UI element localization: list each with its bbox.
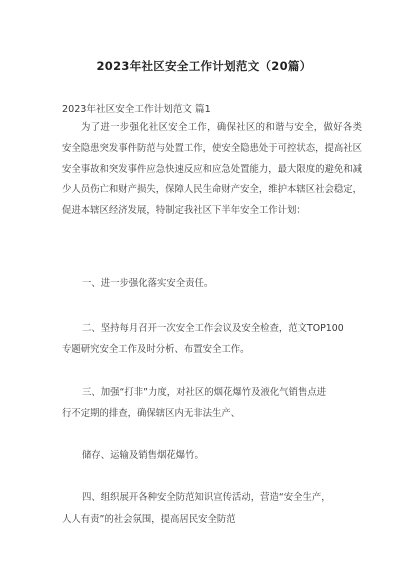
section-subtitle: 2023年社区安全工作计划范文 篇1 bbox=[62, 104, 211, 115]
document-title: 2023年社区安全工作计划范文（20篇） bbox=[96, 59, 312, 73]
item-2-line-2: 专题研究安全工作及时分析、布置安全工作。 bbox=[62, 344, 250, 355]
item-3-continuation: 储存、运输及销售烟花爆竹。 bbox=[82, 450, 204, 461]
item-4-line-1: 四、组织展开各种安全防范知识宣传活动，营造“安全生产， bbox=[82, 492, 331, 503]
item-3-line-2: 行不定期的排查，确保辖区内无非法生产、 bbox=[62, 408, 241, 419]
intro-paragraph: 为了进一步强化社区安全工作，确保社区的和谐与安全，做好各类安全隐患突发事件防范与处置工作，使安全隐患处于可控状态，提高社区安全事故和突发事件应急快速反应和应急处置能力，最大限度的避免和减少人员伤亡和财产损失，保障人民生命财产安全，维护本辖区社会稳定，促进本辖区经济发展，特制定我社区下半年安全工作计划： bbox=[62, 122, 363, 217]
item-4-line-2: 人人有责”的社会氛围，提高居民安全防范 bbox=[62, 514, 236, 525]
item-2-line-1: 二、坚持每月召开一次安全工作会议及安全检查，范文TOP100 bbox=[82, 323, 344, 334]
item-3-line-1: 三、加强“打非”力度，对社区的烟花爆竹及液化气销售点进 bbox=[82, 387, 327, 398]
item-1-text: 一、进一步强化落实安全责任。 bbox=[82, 278, 214, 289]
